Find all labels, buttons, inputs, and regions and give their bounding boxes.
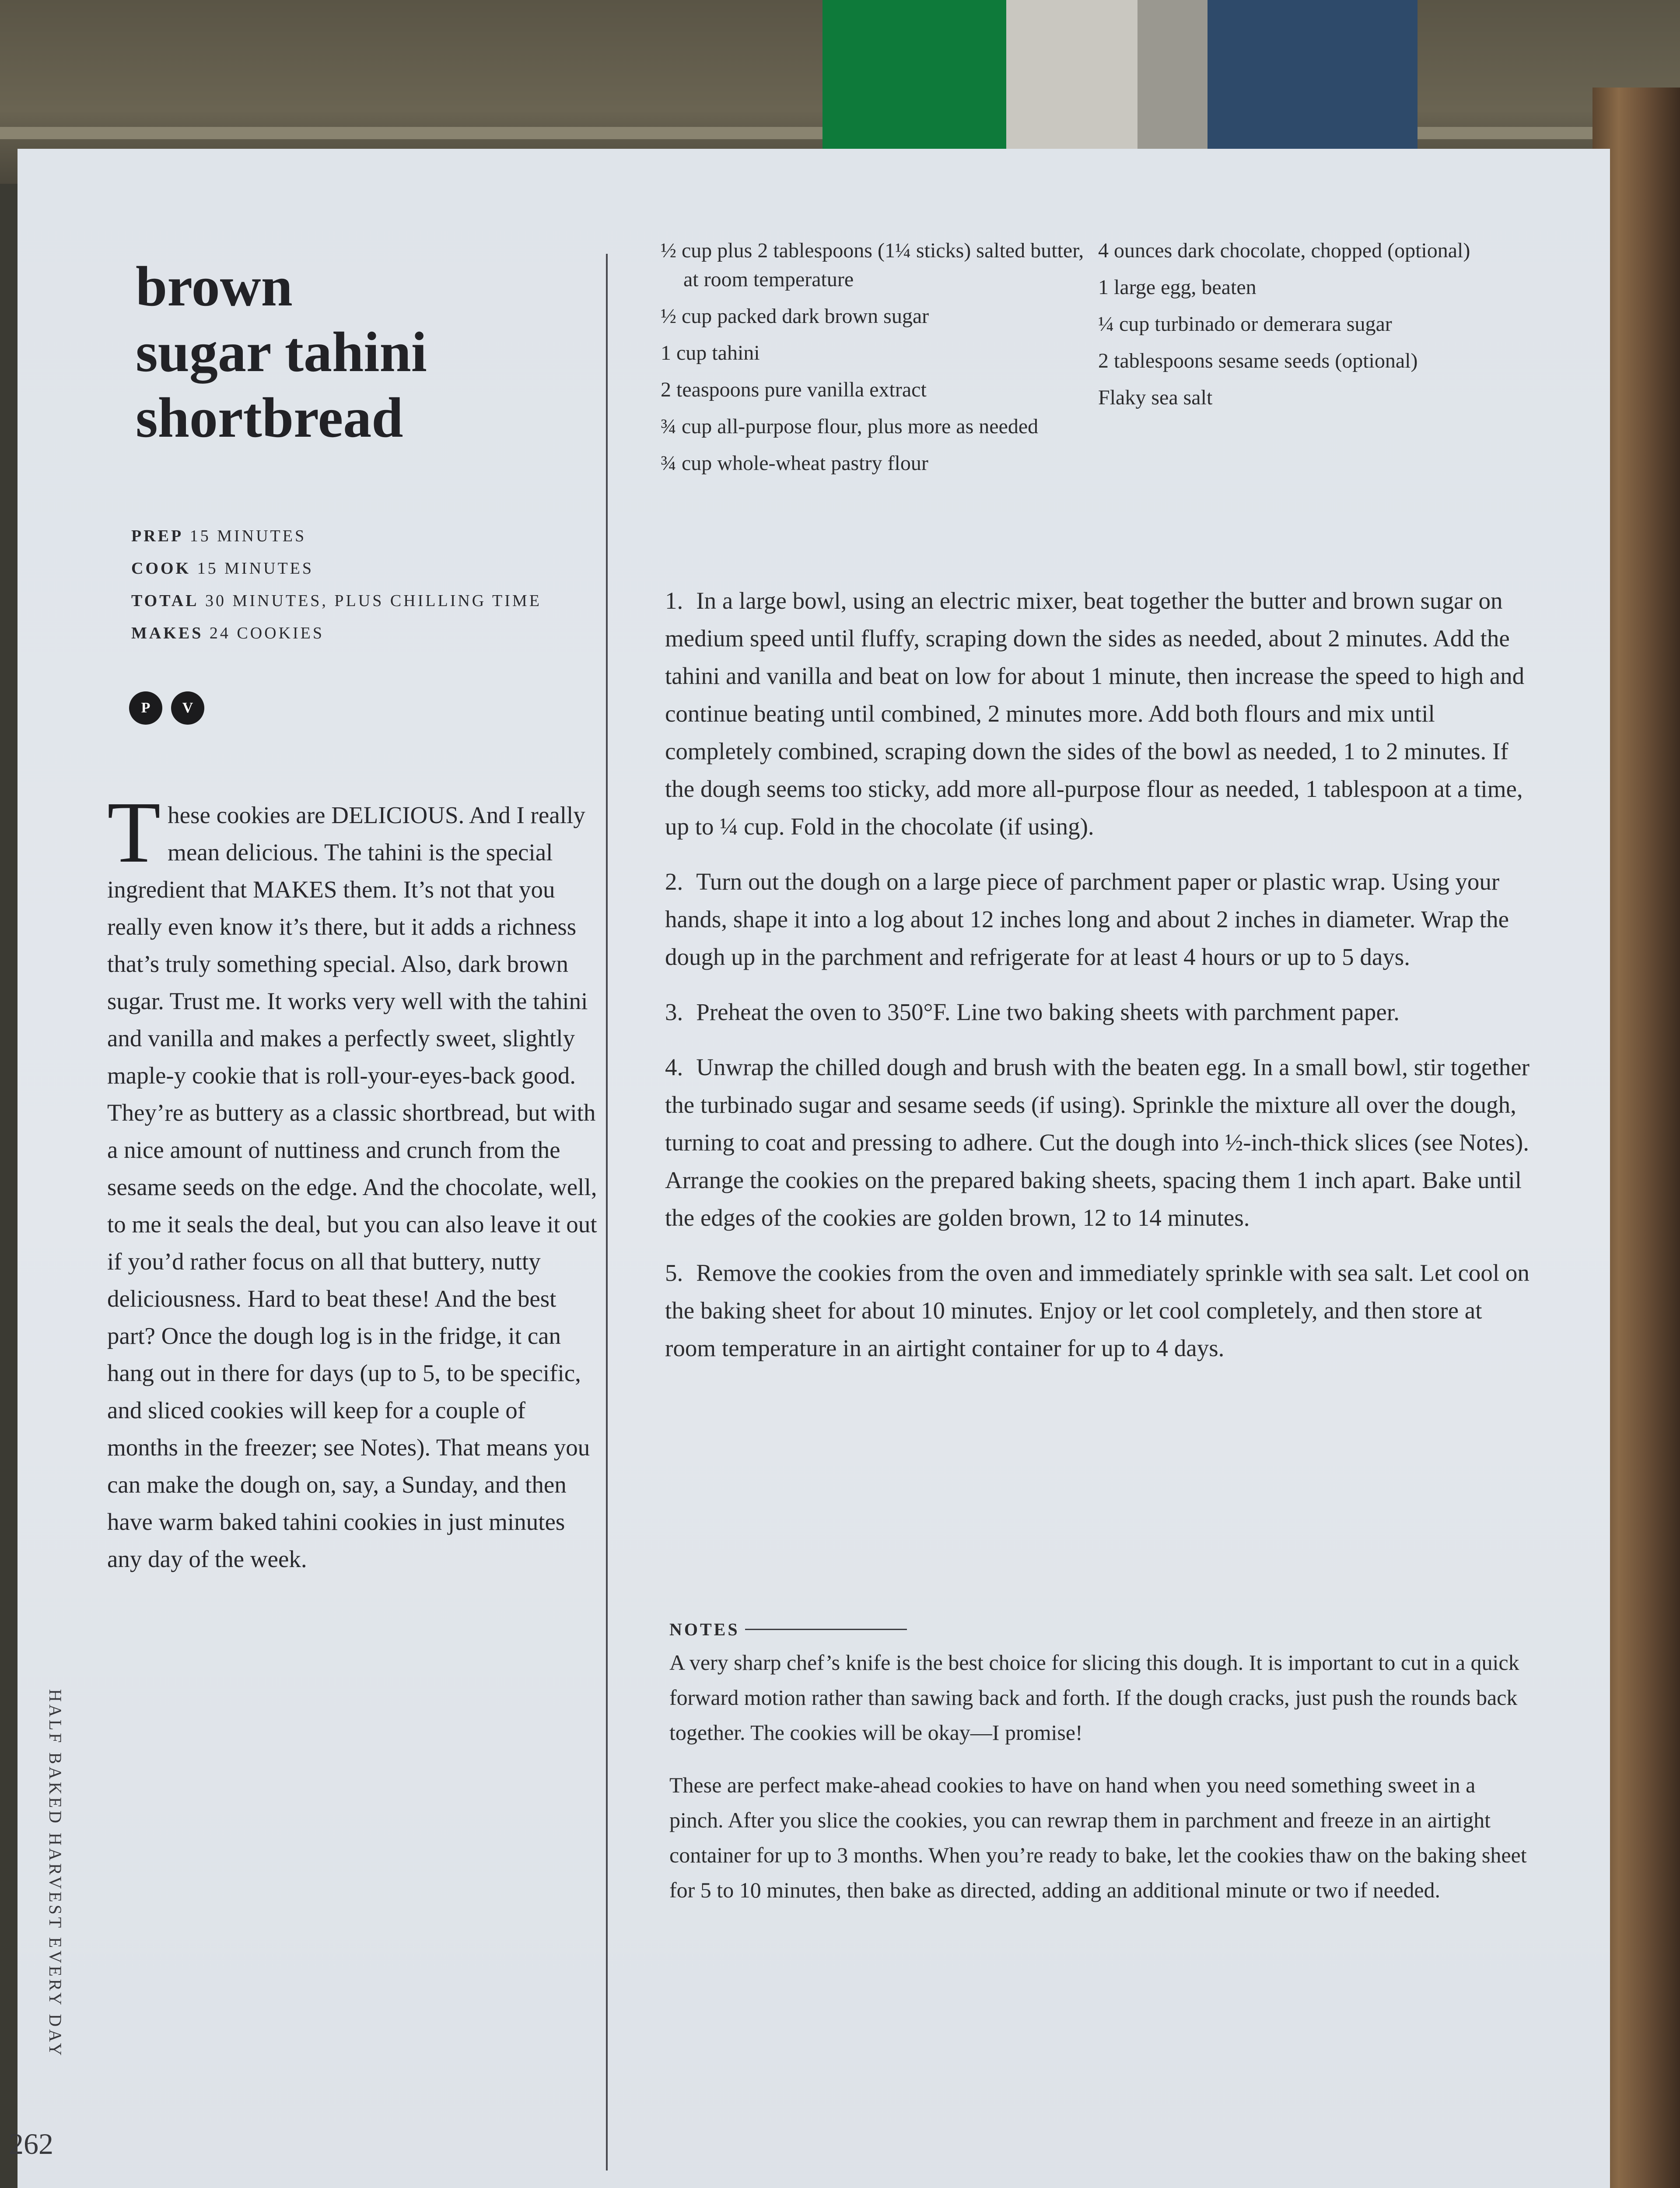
total-time [131,590,591,612]
cook-value: 15 MINUTES [197,559,314,578]
background-book-silver [1138,0,1208,158]
ingredient-item: 1 cup tahini [661,341,760,365]
ingredients-left-column [661,236,1089,486]
step-number: 5. [665,1259,683,1286]
background-book-blue [1208,0,1418,158]
step-text: In a large bowl, using an electric mixer, beat together the butter and brown sugar on medium speed until fluffy, scraping down the sides as needed, about 2 minutes. Add the tahini and vanilla and beat on low for about 1 minute, then increase the speed to high and continue beating until combined, 2 minutes more. Add both flours and mix until completely combined, scraping down the sides of the bowl as needed, 1 to 2 minutes. If the dough seems too sticky, add more all-purpose flour as needed, 1 tablespoon at a time, up to ¼ cup. Fold in the chocolate (if using). [665,587,1525,840]
note-item: A very sharp chef’s knife is the best choice for slicing this dough. It is important to cut in a quick forward motion rather than sawing back and forth. If the dough cracks, just push the rounds back together. The cookies will be okay—I promise! [669,1650,1519,1745]
drop-cap: T [107,784,161,881]
ingredients-right-column [1098,236,1553,420]
ingredient-item: 2 teaspoons pure vanilla extract [661,378,927,401]
step-number: 4. [665,1054,683,1080]
ingredient-item: ¾ cup whole-wheat pastry flour [661,452,928,475]
ingredient-item: ½ cup plus 2 tablespoons (1¼ sticks) salted butter, at room temperature [661,239,1084,291]
step-text: Turn out the dough on a large piece of parchment paper or plastic wrap. Using your hands, shape it into a log about 12 inches long and about 2 inches in diameter. Wrap the dough up in the parchment and refrigerate for at least 4 hours or up to 5 days. [665,868,1509,970]
prep-value: 15 MINUTES [189,527,307,545]
cook-label: COOK [131,559,191,578]
step-4 [665,1048,1531,1237]
ingredient-item: ¼ cup turbinado or demerara sugar [1098,312,1392,336]
ingredient-item: ¾ cup all-purpose flour, plus more as needed [661,415,1039,438]
makes-label: MAKES [131,624,203,642]
ingredient-item: Flaky sea salt [1098,386,1213,409]
notes-rule [745,1629,907,1630]
column-divider [606,254,608,2170]
step-2 [665,863,1531,976]
method-steps [665,582,1531,1385]
page-number: 262 [9,2127,53,2160]
book-page [9,149,1610,2188]
ingredient-item: 2 tablespoons sesame seeds (optional) [1098,349,1418,372]
prep-time [131,525,591,547]
step-number: 3. [665,999,683,1025]
step-5 [665,1254,1531,1367]
notes-heading [669,1619,1527,1640]
title-line-3: shortbread [136,386,403,449]
step-number: 1. [665,587,683,614]
badge-p-icon: P [129,691,162,725]
step-text: Remove the cookies from the oven and immediately sprinkle with sea salt. Let cool on the baking sheet for about 10 minutes. Enjoy or let cool completely, and then store at room temperature in an airtight container for up to 4 days. [665,1259,1530,1361]
note-item: These are perfect make-ahead cookies to have on hand when you need something sweet in a pinch. After you slice the cookies, you can rewrap them in parchment and freeze in an airtight container for up to 3 months. When you’re ready to bake, let the cookies thaw on the baking sheet for 5 to 10 minutes, then bake as directed, adding an additional minute or two if needed. [669,1773,1527,1902]
running-footer: HALF BAKED HARVEST EVERY DAY [46,1689,65,2058]
ingredient-item: 1 large egg, beaten [1098,276,1256,299]
background-book-grey [1006,0,1138,158]
title-line-2: sugar tahini [136,321,427,384]
ingredient-item: ½ cup packed dark brown sugar [661,305,929,328]
notes-heading-text: NOTES [669,1620,740,1639]
step-text: Preheat the oven to 350°F. Line two baking sheets with parchment paper. [696,999,1400,1025]
diet-badges [129,691,211,725]
intro-paragraph [107,784,602,1578]
recipe-title [136,254,573,451]
yield [131,622,591,644]
cook-time [131,558,591,579]
total-label: TOTAL [131,592,199,610]
badge-v-icon: V [171,691,204,725]
step-text: Unwrap the chilled dough and brush with the beaten egg. In a small bowl, stir together the turbinado sugar and sesame seeds (if using). Sprinkle the mixture all over the dough, turning to coat and pressing to adhere. Cut the dough into ½-inch-thick slices (see Notes). Arrange the cookies on the prepared baking sheets, spacing them 1 inch apart. Bake until the edges of the cookies are golden brown, 12 to 14 minutes. [665,1054,1530,1231]
notes-section [669,1619,1527,1925]
intro-text: hese cookies are DELICIOUS. And I really mean delicious. The tahini is the special ingredient that MAKES them. It’s not that you really even know it’s there, but it adds a richness that’s truly something special. Also, dark brown sugar. Trust me. It works very well with the tahini and vanilla and makes a perfectly sweet, slightly maple-y cookie that is roll-your-eyes-back good. They’re as buttery as a classic shortbread, but with a nice amount of nuttiness and crunch from the sesame seeds on the edge. And the chocolate, well, to me it seals the deal, but you can also leave it out if you’d rather focus on all that buttery, nutty deliciousness. Hard to beat these! And the best part? Once the dough log is in the fridge, it can hang out in there for days (up to 5, to be specific, and sliced cookies will keep for a couple of months in the freezer; see Notes). That means you can make the dough on, say, a Sunday, and then have warm baked tahini cookies in just minutes any day of the week. [107,802,597,1572]
background-book-green [822,0,1006,158]
title-line-1: brown [136,255,293,318]
prep-label: PREP [131,527,184,545]
makes-value: 24 COOKIES [209,624,325,642]
step-3 [665,993,1531,1031]
ingredient-item: 4 ounces dark chocolate, chopped (optional) [1098,239,1470,262]
total-value: 30 MINUTES, PLUS CHILLING TIME [205,592,542,610]
step-number: 2. [665,868,683,895]
recipe-meta [131,525,591,655]
step-1 [665,582,1531,845]
